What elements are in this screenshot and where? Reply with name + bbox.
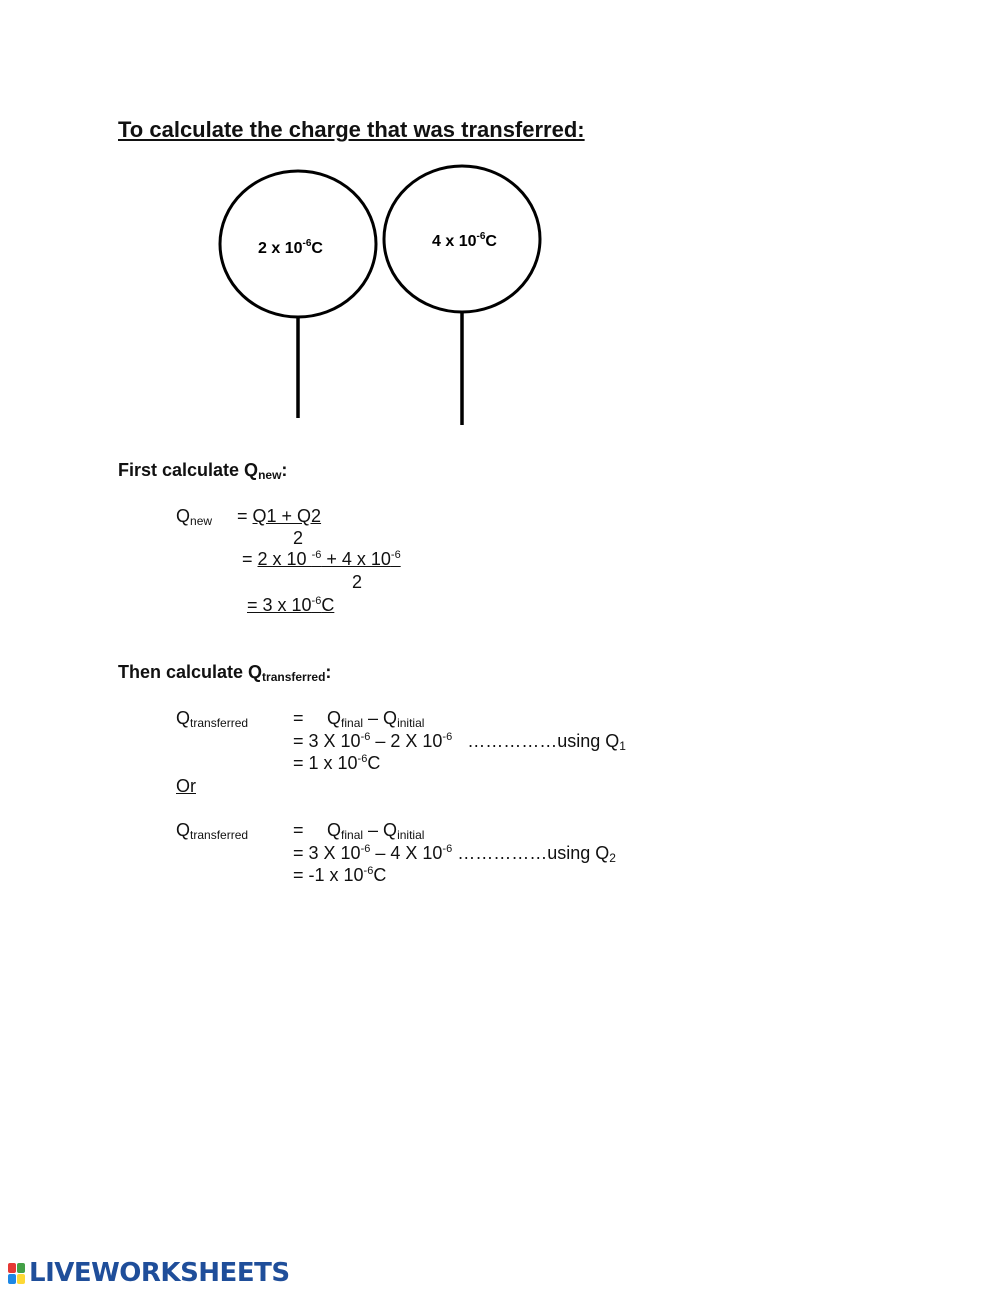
sphere-right-charge: 4 x $10^{-6}C$ <box>432 231 497 250</box>
equals-1: = <box>293 708 304 728</box>
logo-mark-icon <box>8 1263 25 1284</box>
logo-square-2 <box>17 1263 25 1273</box>
logo-square-3 <box>8 1274 16 1284</box>
qtransferred-lhs-1: $Q_{transferred}$ <box>176 708 249 730</box>
qtransferred-substitution-2: = 3 X $10^{-6} - 4$ X $10^{-6}$ ……………using $Q_2$ <box>293 843 616 865</box>
equals-2: = <box>293 820 304 840</box>
charged-spheres-diagram <box>200 160 560 430</box>
qtransferred-heading: Then calculate $Q_{transferred}$: <box>118 662 332 684</box>
qnew-line2-denominator: 2 <box>352 572 363 592</box>
qtransferred-result-1: = 1 x $10^{-6}C$ <box>293 753 381 773</box>
logo-square-1 <box>8 1263 16 1273</box>
qnew-lhs: $Q_{new}$ <box>176 506 213 528</box>
qtransferred-substitution-1: = 3 X $10^{-6} - 2$ X $10^{-6}$ ……………using $Q_1$ <box>293 731 626 753</box>
qnew-heading: First calculate $Q_{new}$: <box>118 460 288 482</box>
qtransferred-formula-1: $Q_{final} - Q_{initial}$ <box>327 708 425 730</box>
logo-square-4 <box>17 1274 25 1284</box>
qnew-result: = 3 x $10^{-6}C$ <box>247 595 335 615</box>
liveworksheets-logo[interactable] <box>8 1258 290 1288</box>
logo-text: LIVEWORKSHEETS <box>29 1258 290 1288</box>
qtransferred-result-2: = -1 x $10^{-6}C$ <box>293 865 387 885</box>
or-label: Or <box>176 776 196 796</box>
qnew-line1-denominator: 2 <box>293 528 304 548</box>
sphere-left-charge: 2 x $10^{-6}C$ <box>258 238 323 257</box>
qnew-line2: = 2 x 10 $^{-6}$ + 4 x $10^{-6}$ <box>242 549 401 569</box>
page-title: To calculate the charge that was transferred: <box>118 117 585 142</box>
qtransferred-lhs-2: $Q_{transferred}$ <box>176 820 249 842</box>
qnew-line1: = Q1 + Q2 <box>237 506 322 526</box>
qtransferred-formula-2: $Q_{final} - Q_{initial}$ <box>327 820 425 842</box>
